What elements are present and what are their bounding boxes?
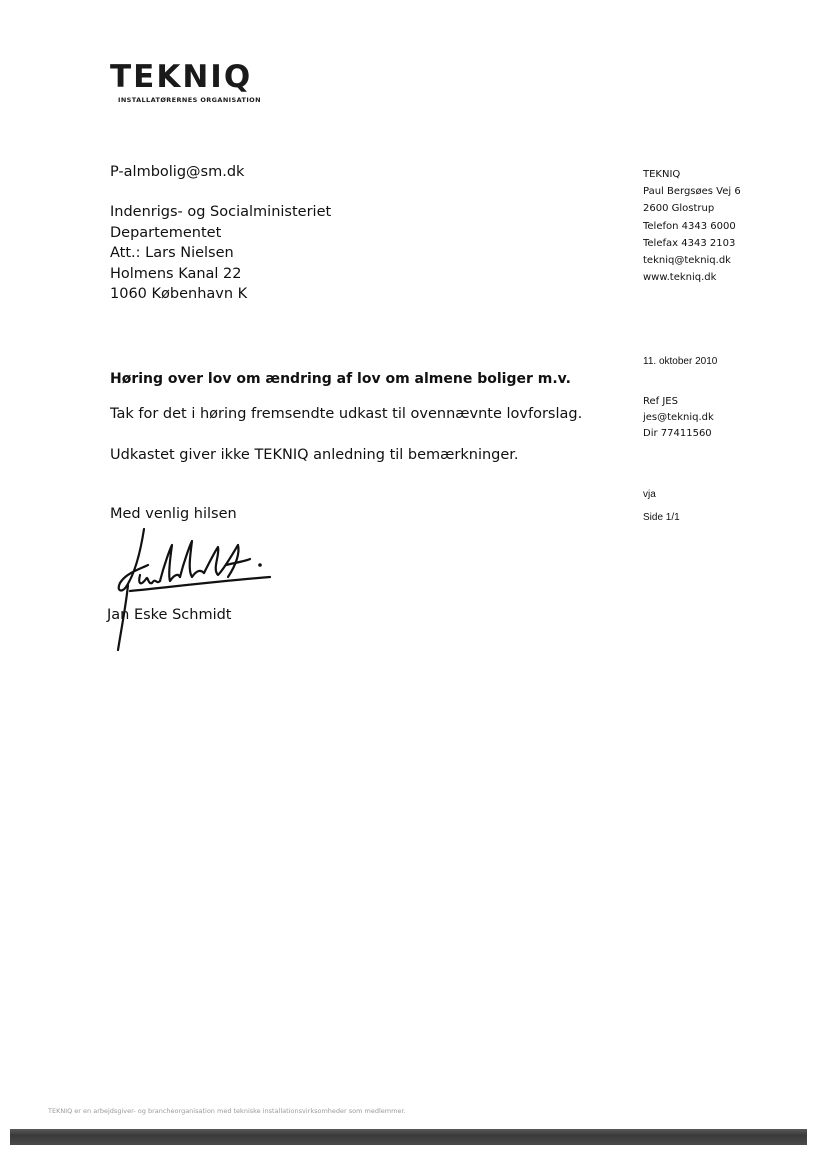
logo-tagline: INSTALLATØRERNES ORGANISATION (118, 96, 261, 104)
sender-line: Telefon 4343 6000 (643, 220, 736, 232)
address-line: Indenrigs- og Socialministeriet (110, 204, 332, 220)
reference-direct-phone: Dir 77411560 (643, 428, 712, 439)
letter-subject: Høring over lov om ændring af lov om almene boliger m.v. (110, 371, 571, 387)
body-paragraph: Udkastet giver ikke TEKNIQ anledning til bemærkninger. (110, 447, 519, 463)
sender-line: 2600 Glostrup (643, 203, 715, 215)
tekniq-logo (110, 59, 261, 104)
address-line: Att.: Lars Nielsen (110, 245, 234, 261)
handwritten-signature (100, 525, 280, 655)
recipient-email: P-almbolig@sm.dk (110, 164, 245, 180)
sender-block (643, 166, 741, 286)
body-paragraph: Tak for det i høring fremsendte udkast til ovennævnte lovforslag. (110, 406, 583, 422)
sender-line: TEKNIQ (643, 169, 681, 180)
address-line: 1060 København K (110, 286, 248, 302)
letter-date: 11. oktober 2010 (643, 356, 718, 367)
reference-block (643, 394, 714, 442)
sender-line: tekniq@tekniq.dk (643, 255, 731, 267)
closing-greeting: Med venlig hilsen (110, 506, 237, 522)
typist-initials: vja (643, 489, 656, 500)
footer-bar (10, 1129, 807, 1145)
reference-initials: Ref JES (643, 396, 678, 407)
footer-note: TEKNIQ er en arbejdsgiver- og brancheorganisation med tekniske installationsvirksomheder som medlemmer. (48, 1107, 406, 1115)
logo-wordmark: TEKNIQ (110, 59, 253, 95)
sender-line: Paul Bergsøes Vej 6 (643, 186, 741, 198)
sender-line: www.tekniq.dk (643, 272, 717, 284)
recipient-address (110, 202, 331, 305)
address-line: Holmens Kanal 22 (110, 265, 242, 282)
address-line: Departementet (110, 224, 222, 241)
signer-name: Jan Eske Schmidt (107, 607, 232, 623)
reference-email: jes@tekniq.dk (643, 412, 714, 423)
sender-line: Telefax 4343 2103 (643, 237, 736, 249)
page-number: Side 1/1 (643, 512, 680, 523)
